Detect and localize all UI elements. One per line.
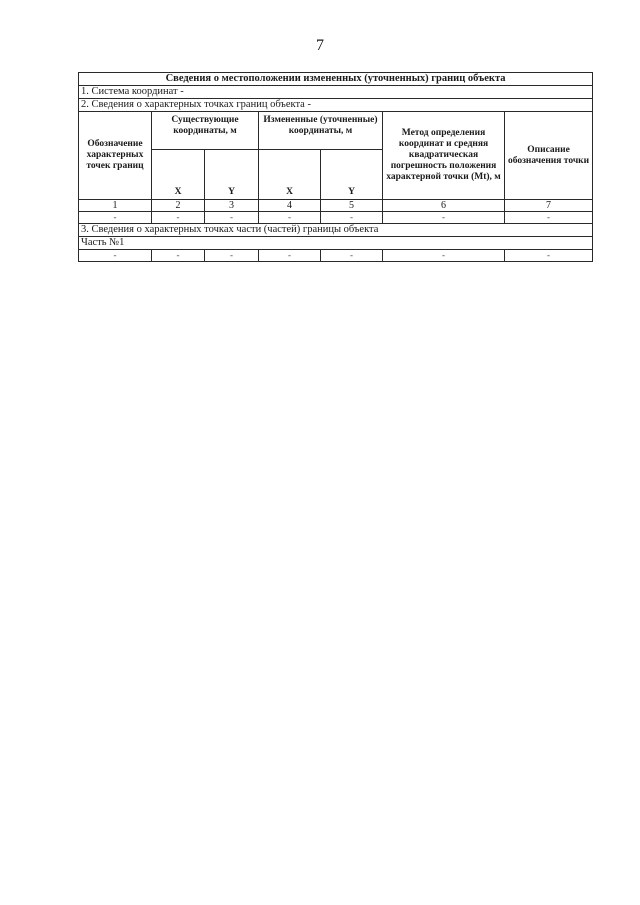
table-row [79,250,593,262]
header-method: Метод определения координат и средняя квадратическая погрешность положения характерной точки (Mt), м [383,112,505,200]
part-label: Часть №1 [79,237,593,250]
section-part-points: 3. Сведения о характерных точках части (частей) границы объекта [79,224,593,237]
section-boundary-points: 2. Сведения о характерных точках границ объекта - [79,99,593,112]
numbering-row [79,200,593,212]
boundary-table [78,72,593,262]
header-existing-y: Y [205,150,259,200]
table-cell: - [321,250,383,262]
column-number: 6 [383,200,505,212]
column-number: 7 [505,200,593,212]
header-changed-y: Y [321,150,383,200]
header-existing-x: X [152,150,205,200]
table-cell: - [152,212,205,224]
section-coordinate-system: 1. Система координат - [79,86,593,99]
table-cell: - [505,250,593,262]
column-number: 2 [152,200,205,212]
section-row [79,237,593,250]
header-row [79,112,593,150]
table-title-row [79,73,593,86]
column-number: 5 [321,200,383,212]
table-cell: - [259,212,321,224]
column-number: 3 [205,200,259,212]
column-number: 4 [259,200,321,212]
section-row [79,224,593,237]
table-cell: - [383,212,505,224]
header-changed-x: X [259,150,321,200]
section-row [79,86,593,99]
table-title: Сведения о местоположении измененных (уточненных) границ объекта [79,73,593,86]
table-cell: - [259,250,321,262]
table-cell: - [505,212,593,224]
section-row [79,99,593,112]
column-number: 1 [79,200,152,212]
table-cell: - [205,212,259,224]
page-number: 7 [316,37,324,54]
table-row [79,212,593,224]
table-cell: - [205,250,259,262]
table-cell: - [79,250,152,262]
header-designation: Обозначение характерных точек границ [79,112,152,200]
table-cell: - [152,250,205,262]
table-cell: - [383,250,505,262]
table-cell: - [79,212,152,224]
table-cell: - [321,212,383,224]
header-changed-coordinates: Измененные (уточненные) координаты, м [259,112,383,150]
header-point-description: Описание обозначения точки [505,112,593,200]
header-existing-coordinates: Существующие координаты, м [152,112,259,150]
